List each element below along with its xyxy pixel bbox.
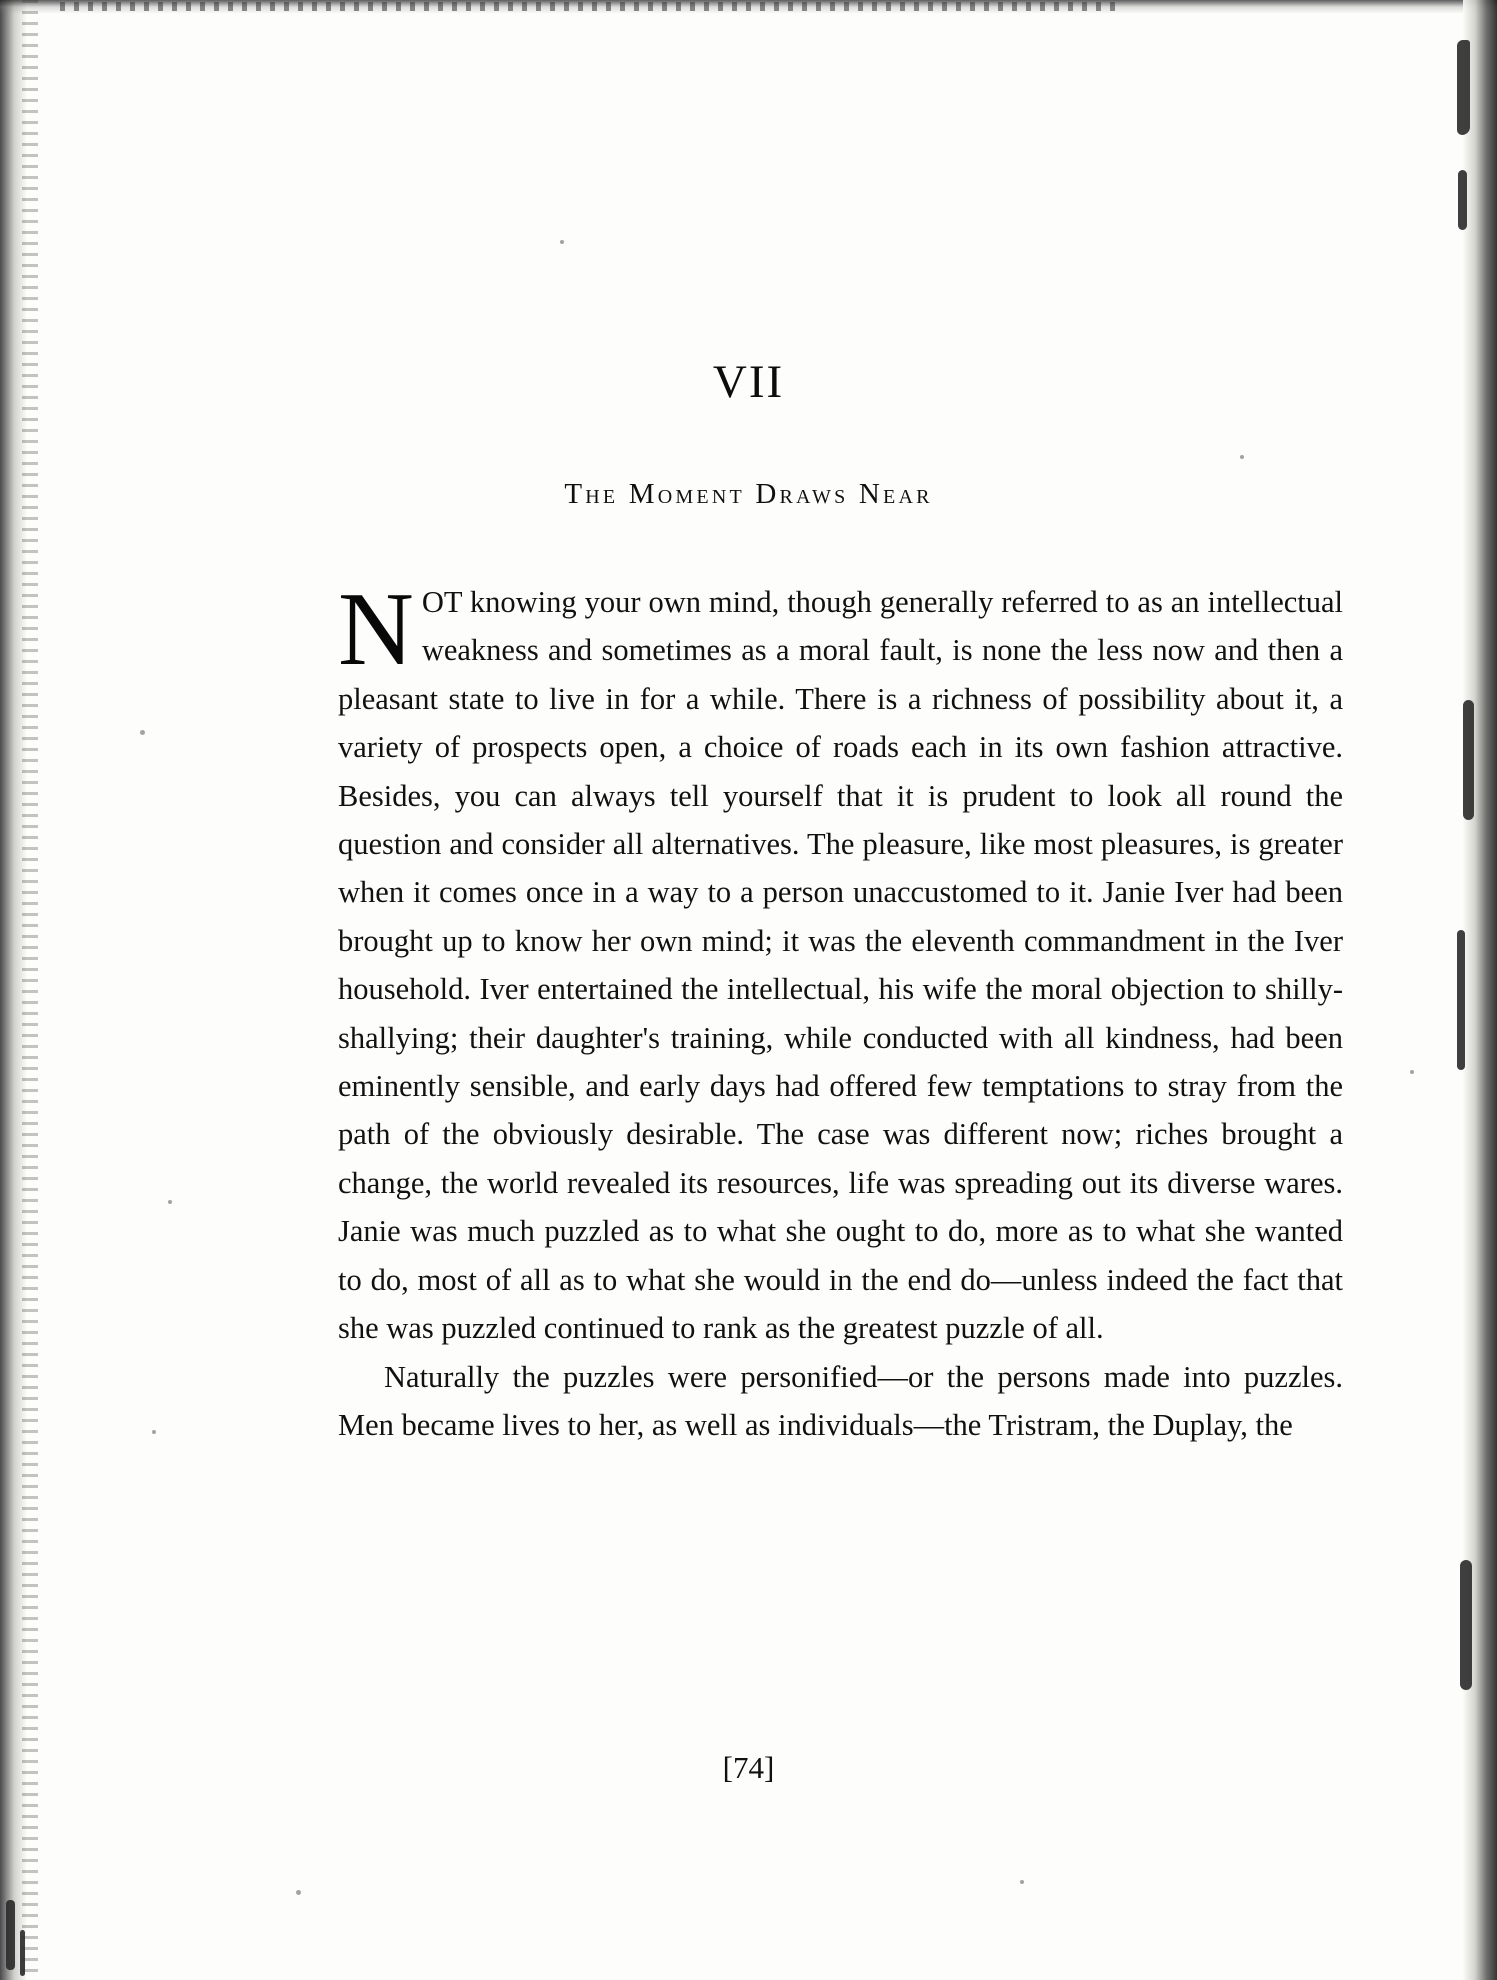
body-text bbox=[338, 570, 1343, 1449]
paragraph-text: OT knowing your own mind, though generally referred to as an intellectual weakness and sometimes as a moral fault, is none the less now and then a pleasant state to live in for a while. There is a richness of possibility about it, a variety of prospects open, a choice of roads each in its own fashion attractive. Besides, you can always tell yourself that it is prudent to look all round the question and consider all alternatives. The pleasure, like most pleasures, is greater when it comes once in a way to a person unaccustomed to it. Janie Iver had been brought up to know her own mind; it was the eleventh commandment in the Iver household. Iver entertained the intellectual, his wife the moral objection to shilly-shallying; their daughter's training, while conducted with all kindness, had been eminently sensible, and early days had offered few temptations to stray from the path of the obviously desirable. The case was different now; riches brought a change, the world revealed its resources, life was spreading out its diverse wares. Janie was much puzzled as to what she ought to do, more as to what she wanted to do, most of all as to what she would in the end do—unless indeed the fact that she was puzzled continued to rank as the greatest puzzle of all. bbox=[338, 585, 1343, 1346]
chapter-number: VII bbox=[712, 356, 785, 408]
paragraph-second: Naturally the puzzles were personified—or the persons made into puzzles. Men became lives to her, as well as individuals—the Tristram, the Duplay, the bbox=[338, 1359, 1343, 1442]
chapter-title: The Moment Draws Near bbox=[564, 478, 933, 510]
paragraph-opening bbox=[338, 570, 1343, 1353]
page-number: [74] bbox=[722, 1750, 775, 1785]
drop-cap-letter: N bbox=[338, 570, 414, 687]
